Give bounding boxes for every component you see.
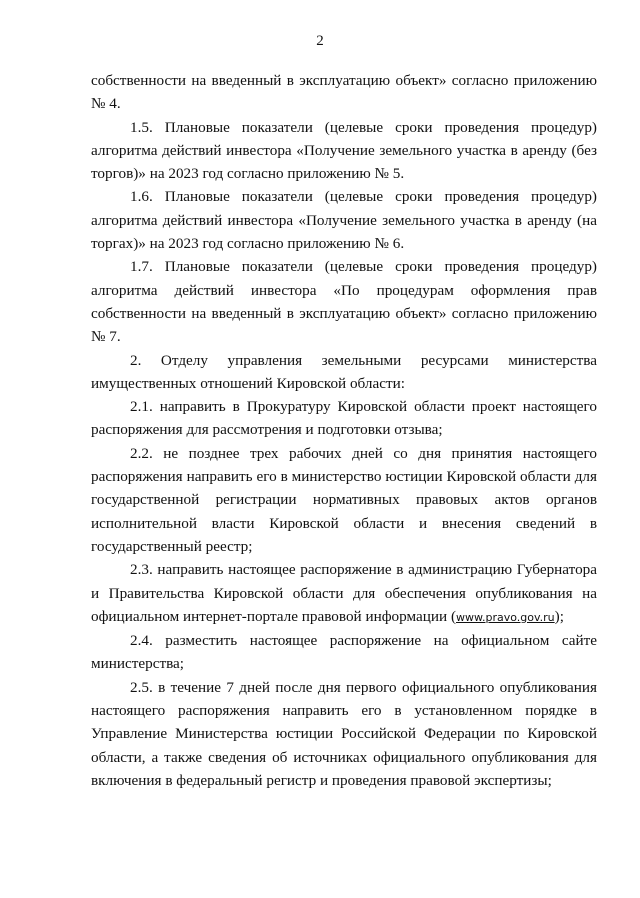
paragraph-2-2: 2.2. не позднее трех рабочих дней со дня принятия настоящего распоряжения направить его в министерство юстиции Кировской области для государственной регистрации нормативных правовых актов органов исполнительной власти Кировской области и внесения сведений в государственный реестр;: [91, 444, 597, 555]
paragraph-2-3: [91, 558, 597, 629]
paragraph-2-5: 2.5. в течение 7 дней после дня первого официального опубликования настоящего распоряжения направить его в установленном порядке в Управление Министерства юстиции Российской Федерации по Кировской области, а также сведения об источниках официального опубликования для включения в федеральный регистр и проведения правовой экспертизы;: [91, 678, 597, 789]
paragraph-2-4: 2.4. разместить настоящее распоряжение на официальном сайте министерства;: [91, 632, 597, 673]
paragraph-1-7: 1.7. Плановые показатели (целевые сроки проведения процедур) алгоритма действий инвестора «По процедурам оформления прав собственности на введенный в эксплуатацию объект» согласно приложению № 7.: [91, 258, 597, 346]
pravo-portal-link[interactable]: www.pravo.gov.ru: [456, 610, 555, 624]
paragraph-1-6: 1.6. Плановые показатели (целевые сроки проведения процедур) алгоритма действий инвестора «Получение земельного участка в аренду (на торгах)» на 2023 год согласно приложению № 6.: [91, 188, 597, 253]
paragraph-2: 2. Отделу управления земельными ресурсами министерства имущественных отношений Кировской области:: [91, 351, 597, 392]
page-number: 2: [316, 33, 324, 49]
paragraph-2-3-text: 2.3. направить настоящее распоряжение в администрацию Губернатора и Правительства Кировской области для обеспечения опубликования на официальном интернет-портале правовой информации (: [91, 561, 597, 625]
paragraph-1-4-continuation: собственности на введенный в эксплуатацию объект» согласно приложению № 4.: [91, 72, 597, 113]
paragraph-2-1: 2.1. направить в Прокуратуру Кировской области проект настоящего распоряжения для рассмотрения и подготовки отзыва;: [91, 398, 597, 439]
document-body: [91, 69, 597, 792]
paragraph-1-5: 1.5. Плановые показатели (целевые сроки проведения процедур) алгоритма действий инвестора «Получение земельного участка в аренду (без торгов)» на 2023 год согласно приложению № 5.: [91, 118, 597, 183]
paragraph-2-3-end: );: [554, 607, 564, 625]
